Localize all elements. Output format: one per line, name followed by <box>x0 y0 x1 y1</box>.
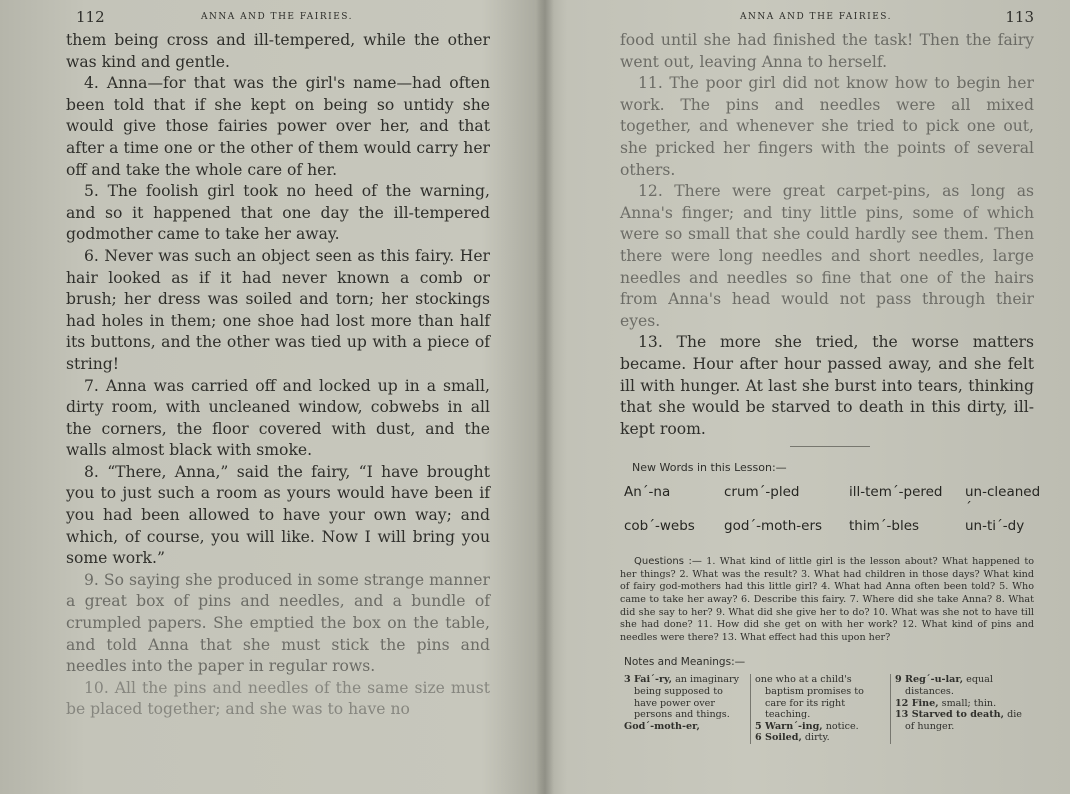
note-item: 5 Warn´-ing, notice. <box>755 720 859 732</box>
paragraph-6: 6. Never was such an object seen as this fairy. Her hair looked as if it had never known a comb or brush; her dress was soiled and torn; her stockings had holes in them; one shoe had lost more than half its buttons, and the other was tied up with a piece of string! <box>66 246 490 373</box>
new-word: cob´-webs <box>624 518 695 535</box>
paragraph-13: 13. The more she tried, the worse matters became. Hour after hour passed away, and she felt ill with hunger. At last she burst into tears, thinking that she would be starved to death in this dirty, ill-kept room. <box>620 333 1034 438</box>
questions-label: Questions :— <box>634 556 702 568</box>
right-running-title: ANNA AND THE FAIRIES. <box>740 12 892 22</box>
paragraph-4: 4. Anna—for that was the girl's name—had often been told that if she kept on being so untidy she would give those fairies power over her, and that after a time one or the other of them would carry her off and take the whole care of her. <box>66 74 490 179</box>
notes-column-3 <box>890 674 1034 744</box>
divider <box>790 446 870 447</box>
note-item: God´-moth-er, <box>624 720 700 732</box>
note-item: 12 Fine, small; thin. <box>895 697 997 709</box>
paragraph-5: 5. The foolish girl took no heed of the warning, and so it happened that one day the ill-tempered godmother came to take her away. <box>66 182 490 244</box>
note-item: one who at a child's baptism promises to care for its right teaching. <box>755 674 864 721</box>
new-word: un-ti´-dy <box>965 518 1025 535</box>
paragraph-9: 9. So saying she produced in some strange manner a great box of pins and needles, and a bundle of crumpled papers. She emptied the box on the table, and told Anna that she must stick the pins and needles into the paper in regular rows. <box>66 570 490 676</box>
note-item: 3 Fai´-ry, an imaginary being supposed to have power over persons and things. <box>624 674 740 721</box>
left-running-title: ANNA AND THE FAIRIES. <box>201 12 353 22</box>
right-running-head <box>620 8 1034 30</box>
left-running-head <box>66 8 490 30</box>
right-page <box>556 0 1070 794</box>
paragraph-10: 10. All the pins and needles of the same size must be placed together; and she was to have no <box>66 678 490 719</box>
paragraph-8: 8. “There, Anna,” said the fairy, “I have brought you to just such a room as yours would have been if you had been allowed to have your own way; and which, of course, you will like. Now I will bring you some work.” <box>66 462 490 568</box>
notes-table <box>620 674 1034 744</box>
new-words-list <box>624 484 1041 535</box>
questions-text: 1. What kind of little girl is the lesson about? What happened to her things? 2. What was the result? 3. What had children in those days? What kind of fairy god-mothers had this little girl? 4. What had Anna often been told? 5. Who came to take her away? 6. Describe this fairy. 7. Where did she take Anna? 8. What did she say to her? 9. What did she give her to do? 10. What was she not to have till she had done? 11. How did she get on with her work? 12. What kind of pins and needles were there? 13. What effect had this upon her? <box>620 556 1034 643</box>
new-word: ill-tem´-pered <box>849 484 943 501</box>
questions <box>620 556 1034 644</box>
paragraph-10-end: food until she had finished the task! Then the fairy went out, leaving Anna to herself. <box>620 31 1034 71</box>
notes-column-2 <box>750 674 890 744</box>
note-item: 6 Soiled, dirty. <box>755 732 830 744</box>
paragraph-12: 12. There were great carpet-pins, as long as Anna's finger; and tiny little pins, some of which were so small that she could hardly see them. Then there were long needles and short needles, large needles and needles so fine that one of the hairs from Anna's head would not pass through their eyes. <box>620 182 1034 330</box>
left-page-number: 112 <box>76 8 105 26</box>
new-words-heading: New Words in this Lesson:— <box>632 461 787 475</box>
note-item: 9 Reg´-u-lar, equal distances. <box>895 674 993 698</box>
notes-heading: Notes and Meanings:— <box>624 656 746 669</box>
right-page-number: 113 <box>1005 8 1034 26</box>
new-word: thim´-bles <box>849 518 920 535</box>
new-word: An´-na <box>624 484 671 501</box>
note-item: 13 Starved to death, die of hunger. <box>895 709 1022 732</box>
notes-column-1 <box>620 674 750 744</box>
new-word: god´-moth-ers <box>724 518 823 535</box>
new-word: un-cleaned´ <box>965 484 1041 517</box>
paragraph-7: 7. Anna was carried off and locked up in a small, dirty room, with uncleaned window, cobwebs in all the corners, the floor covered with dust, and the walls almost black with smoke. <box>66 376 490 460</box>
paragraph-11: 11. The poor girl did not know how to begin her work. The pins and needles were all mixed together, and whenever she tried to pick one out, she pricked her fingers with the points of several others. <box>620 74 1034 179</box>
paragraph-3-end: them being cross and ill-tempered, while the other was kind and gentle. <box>66 31 490 71</box>
new-word: crum´-pled <box>724 484 800 501</box>
